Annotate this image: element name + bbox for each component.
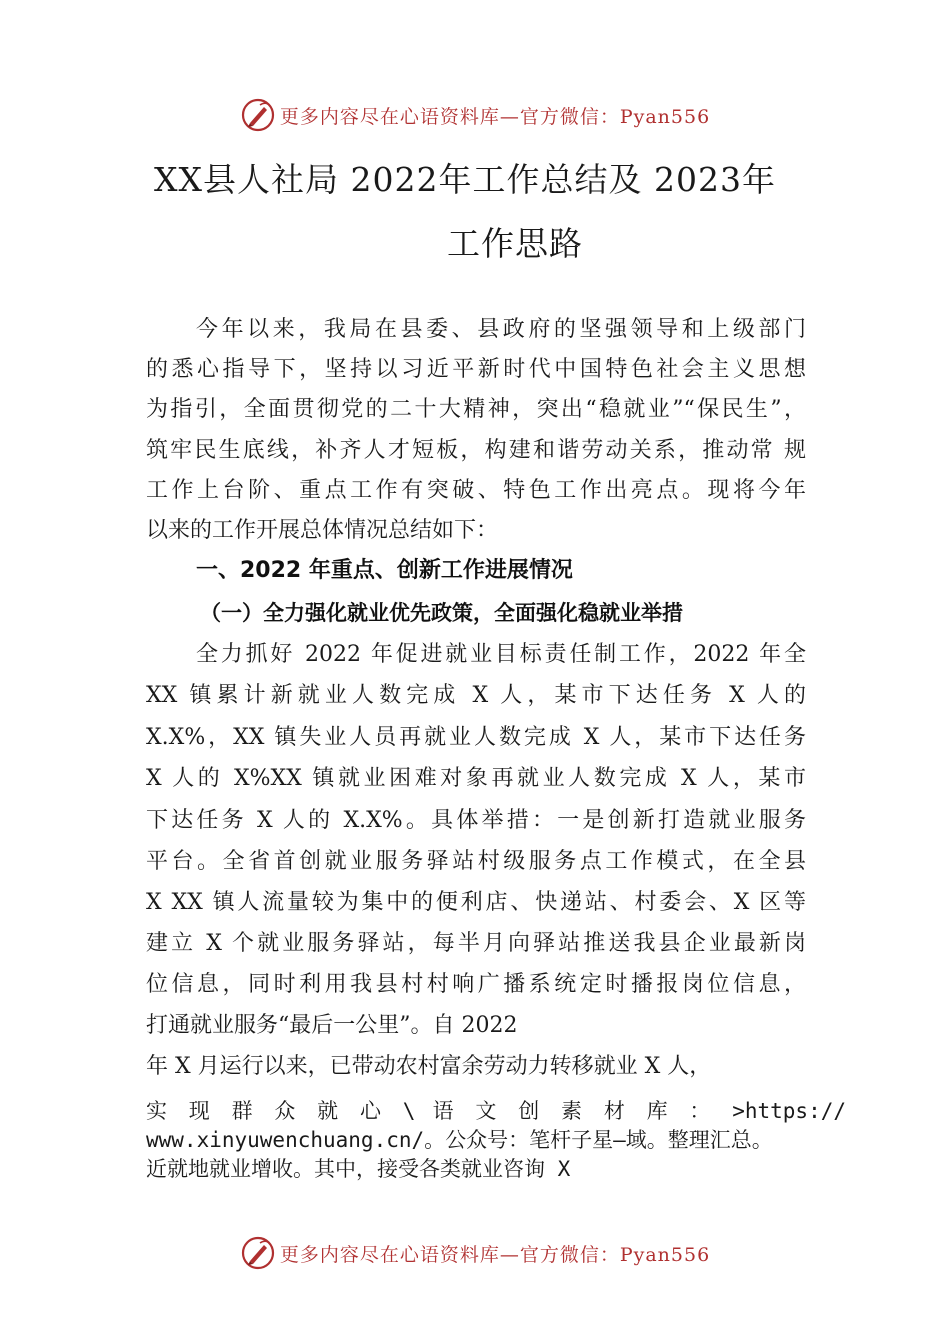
mono-line: 实 现 群 众 就 心 \ 语 文 创 素 材 库 ： >https://	[146, 1099, 846, 1123]
body-line: 位信息，同时利用我县村村响广播系统定时播报岗位信息，	[146, 972, 806, 997]
body-line: 下达任务 X 人的 X.X%。具体举措：一是创新打造就业服务	[146, 808, 806, 833]
watermark-text-top: 更多内容尽在心语资料库—官方微信：Pyan556	[279, 105, 711, 128]
body-line: XX 镇累计新就业人数完成 X 人，某市下达任务 X 人的	[146, 683, 806, 708]
body-line: 平台。全省首创就业服务驿站村级服务点工作模式，在全县	[146, 849, 806, 874]
intro-line: 今年以来，我局在县委、县政府的坚强领导和上级部门	[196, 317, 806, 342]
body-line: X.X%，XX 镇失业人员再就业人数完成 X 人，某市下达任务	[146, 725, 806, 750]
body-line: 建立 X 个就业服务驿站，每半月向驿站推送我县企业最新岗	[146, 931, 806, 956]
intro-line: 工作上台阶、重点工作有突破、特色工作出亮点。现将今年	[146, 478, 806, 503]
intro-line: 筑牢民生底线，补齐人才短板，构建和谐劳动关系，推动常 规	[146, 438, 806, 463]
section-heading: 一、2022 年重点、创新工作进展情况	[196, 558, 573, 583]
intro-line: 为指引，全面贯彻党的二十大精神，突出“稳就业”“保民生”，	[146, 397, 806, 422]
intro-line: 以来的工作开展总体情况总结如下：	[146, 518, 499, 543]
watermark-banner-bottom	[0, 1233, 950, 1273]
body-line: 打通就业服务“最后一公里”。自 2022	[146, 1013, 518, 1038]
body-line: X 人的 X%XX 镇就业困难对象再就业人数完成 X 人，某市	[146, 766, 806, 791]
mono-line: www.xinyuwenchuang.cn/。公众号：笔杆子星—域。整理汇总。	[146, 1128, 773, 1152]
watermark-text-bottom: 更多内容尽在心语资料库—官方微信：Pyan556	[279, 1243, 711, 1266]
mono-line: 近就地就业增收。其中，接受各类就业咨询 X	[146, 1157, 571, 1181]
body-line: 全力抓好 2022 年促进就业目标责任制工作，2022 年全	[196, 642, 806, 667]
body-line: X XX 镇人流量较为集中的便利店、快递站、村委会、X 区等	[146, 890, 806, 915]
body-line: 年 X 月运行以来，已带动农村富余劳动力转移就业 X 人，	[146, 1054, 712, 1079]
pen-logo-icon	[240, 97, 276, 133]
intro-line: 的悉心指导下，坚持以习近平新时代中国特色社会主义思想	[146, 357, 806, 382]
subsection-heading: （一）全力强化就业优先政策，全面强化稳就业举措	[200, 600, 683, 625]
watermark-banner-top	[0, 95, 950, 135]
document-title-line2: 工作思路	[447, 224, 583, 263]
pen-logo-icon	[240, 1235, 276, 1271]
document-title-line1: XX县人社局 2022年工作总结及 2023年	[154, 160, 776, 199]
